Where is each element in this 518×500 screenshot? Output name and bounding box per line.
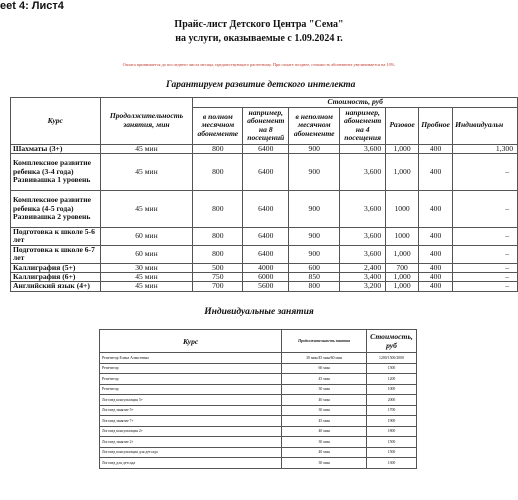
table-row: [11, 144, 518, 153]
ind-duration-cell: 40 мин: [282, 426, 367, 437]
header-duration: Продолжительность занятия, мин: [100, 98, 193, 145]
duration-cell: 45 мин: [100, 190, 193, 227]
individual-cell: 1,300: [453, 144, 518, 153]
ind-course-cell: Репетитор Елена Алексеевна: [100, 353, 282, 364]
partial-month-cell: 900: [289, 190, 340, 227]
example-8-cell: 6400: [243, 245, 289, 263]
table-row: [11, 245, 518, 263]
ind-duration-cell: 30 мин: [282, 458, 367, 469]
example-4-cell: 3,400: [340, 272, 386, 281]
individual-cell: –: [453, 282, 518, 291]
table-row: [100, 437, 417, 448]
header-example-8: например, абонемент на 8 посещений: [243, 107, 289, 144]
individual-cell: –: [453, 272, 518, 281]
guarantee-heading: Гарантируем развитие детского интелекта: [166, 80, 356, 90]
partial-month-cell: 900: [289, 245, 340, 263]
table-row: [100, 405, 417, 416]
duration-cell: 45 мин: [100, 282, 193, 291]
full-month-cell: 800: [193, 144, 243, 153]
course-cell: Комплексное развитие ребенка (3-4 года) Развивашка 1 уровень: [11, 153, 101, 190]
individual-cell: –: [453, 227, 518, 245]
single-cell: 1,000: [386, 282, 419, 291]
table-row: [100, 447, 417, 458]
ind-cost-cell: 1800: [367, 426, 417, 437]
course-cell: Комплексное развитие ребенка (4-5 года) Развивашка 2 уровень: [11, 190, 101, 227]
example-4-cell: 3,600: [340, 144, 386, 153]
full-month-cell: 800: [193, 153, 243, 190]
single-cell: 1,000: [386, 144, 419, 153]
sheet-tab-label[interactable]: eet 4: Лист4: [0, 0, 64, 12]
ind-duration-cell: 45 мин: [282, 416, 367, 427]
course-cell: Подготовка к школе 6-7 лет: [11, 245, 101, 263]
partial-month-cell: 600: [289, 263, 340, 272]
ind-course-cell: Репетитор: [100, 384, 282, 395]
course-cell: Каллиграфия (6+): [11, 272, 101, 281]
duration-cell: 60 мин: [100, 227, 193, 245]
duration-cell: 45 мин: [100, 272, 193, 281]
example-8-cell: 6400: [243, 153, 289, 190]
ind-header-course: Курс: [100, 330, 282, 353]
table-row: [100, 363, 417, 374]
ind-course-cell: Логопед для детсада: [100, 458, 282, 469]
table-row: [11, 282, 518, 291]
ind-course-cell: Репетитор: [100, 363, 282, 374]
example-8-cell: 6400: [243, 190, 289, 227]
header-course: Курс: [11, 98, 101, 145]
table-row: [100, 374, 417, 385]
header-full-month: в полном месячном абонементе: [193, 107, 243, 144]
header-cost: Стоимость, руб: [193, 98, 518, 108]
example-4-cell: 3,600: [340, 227, 386, 245]
single-cell: 1000: [386, 227, 419, 245]
individual-table: [99, 329, 417, 469]
price-list-subtitle: на услуги, оказываемые с 1.09.2024 г.: [175, 33, 343, 44]
individual-cell: –: [453, 153, 518, 190]
course-cell: Шахматы (3+): [11, 144, 101, 153]
full-month-cell: 800: [193, 245, 243, 263]
ind-cost-cell: 1200/1500/2000: [367, 353, 417, 364]
duration-cell: 60 мин: [100, 245, 193, 263]
trial-cell: 400: [419, 272, 453, 281]
partial-month-cell: 800: [289, 282, 340, 291]
ind-cost-cell: 1500: [367, 447, 417, 458]
price-list-title: Прайс-лист Детского Центра "Сема": [174, 19, 344, 30]
duration-cell: 45 мин: [100, 144, 193, 153]
individual-lessons-heading: Индивидуальные занятия: [204, 307, 314, 317]
ind-cost-cell: 1500: [367, 437, 417, 448]
table-row: [11, 190, 518, 227]
course-cell: Подготовка к школе 5-6 лет: [11, 227, 101, 245]
example-4-cell: 3,600: [340, 153, 386, 190]
full-month-cell: 800: [193, 227, 243, 245]
example-4-cell: 3,200: [340, 282, 386, 291]
ind-duration-cell: 30 мин: [282, 384, 367, 395]
table-row: [100, 458, 417, 469]
example-8-cell: 5600: [243, 282, 289, 291]
ind-cost-cell: 1500: [367, 363, 417, 374]
ind-course-cell: Логопед консультация 5+: [100, 395, 282, 406]
full-month-cell: 500: [193, 263, 243, 272]
table-row: [100, 426, 417, 437]
ind-course-cell: Репетитор: [100, 374, 282, 385]
header-individual: Индивидуальн: [453, 107, 518, 144]
full-month-cell: 750: [193, 272, 243, 281]
ind-cost-cell: 1700: [367, 405, 417, 416]
table-row: [100, 384, 417, 395]
trial-cell: 400: [419, 153, 453, 190]
header-trial: Пробное: [419, 107, 453, 144]
example-8-cell: 6000: [243, 272, 289, 281]
individual-cell: –: [453, 190, 518, 227]
table-row: [11, 227, 518, 245]
partial-month-cell: 900: [289, 144, 340, 153]
header-partial-month: в неполном месячном абонементе: [289, 107, 340, 144]
full-month-cell: 700: [193, 282, 243, 291]
example-4-cell: 3,600: [340, 190, 386, 227]
ind-course-cell: Логопед консультация для детсада: [100, 447, 282, 458]
table-row: [100, 395, 417, 406]
duration-cell: 30 мин: [100, 263, 193, 272]
ind-duration-cell: 30 мин: [282, 405, 367, 416]
trial-cell: 400: [419, 190, 453, 227]
partial-month-cell: 900: [289, 153, 340, 190]
ind-cost-cell: 2000: [367, 395, 417, 406]
header-example-4: например, абонемент на 4 посещения: [340, 107, 386, 144]
trial-cell: 400: [419, 263, 453, 272]
duration-cell: 45 мин: [100, 153, 193, 190]
price-table: [10, 97, 518, 292]
trial-cell: 400: [419, 282, 453, 291]
ind-course-cell: Логопед занятие 2+: [100, 437, 282, 448]
single-cell: 700: [386, 263, 419, 272]
ind-header-cost: Стоимость, руб: [367, 330, 417, 353]
ind-course-cell: Логопед занятие 7+: [100, 416, 282, 427]
ind-duration-cell: 40 мин: [282, 447, 367, 458]
ind-cost-cell: 1900: [367, 416, 417, 427]
table-row: [100, 416, 417, 427]
course-cell: Каллиграфия (5+): [11, 263, 101, 272]
ind-header-duration: Продолжительность занятия: [282, 330, 367, 353]
individual-cell: –: [453, 245, 518, 263]
ind-duration-cell: 30 мин/45 мин/60 мин: [282, 353, 367, 364]
ind-cost-cell: 1200: [367, 374, 417, 385]
ind-duration-cell: 40 мин: [282, 395, 367, 406]
table-row: [11, 153, 518, 190]
partial-month-cell: 850: [289, 272, 340, 281]
ind-duration-cell: 45 мин: [282, 374, 367, 385]
ind-cost-cell: 1000: [367, 384, 417, 395]
example-8-cell: 4000: [243, 263, 289, 272]
trial-cell: 400: [419, 144, 453, 153]
full-month-cell: 800: [193, 190, 243, 227]
ind-cost-cell: 1300: [367, 458, 417, 469]
single-cell: 1,000: [386, 245, 419, 263]
ind-course-cell: Логопед консультация 2+: [100, 426, 282, 437]
single-cell: 1000: [386, 190, 419, 227]
ind-course-cell: Логопед занятие 5+: [100, 405, 282, 416]
course-cell: Английский язык (4+): [11, 282, 101, 291]
individual-cell: –: [453, 263, 518, 272]
example-4-cell: 2,400: [340, 263, 386, 272]
single-cell: 1,000: [386, 153, 419, 190]
example-8-cell: 6400: [243, 144, 289, 153]
table-row: [100, 353, 417, 364]
ind-duration-cell: 60 мин: [282, 363, 367, 374]
example-8-cell: 6400: [243, 227, 289, 245]
payment-notice: Оплата принимается до последнего числа месяца, предшествующего расчетному. При оплате позднее, стоимость абонемента увеличивается на 10%.: [122, 62, 396, 67]
single-cell: 1,000: [386, 272, 419, 281]
ind-duration-cell: 30 мин: [282, 437, 367, 448]
partial-month-cell: 900: [289, 227, 340, 245]
trial-cell: 400: [419, 227, 453, 245]
example-4-cell: 3,600: [340, 245, 386, 263]
trial-cell: 400: [419, 245, 453, 263]
header-single: Разовое: [386, 107, 419, 144]
